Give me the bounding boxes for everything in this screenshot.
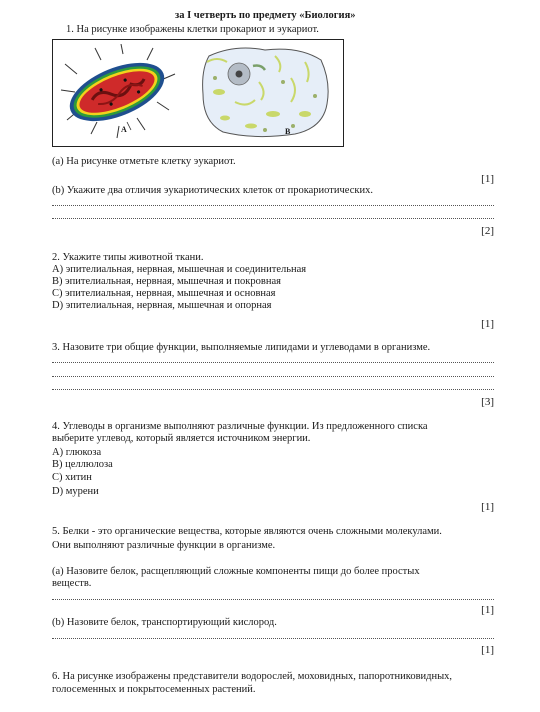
- q5-a-score: [1]: [481, 604, 494, 616]
- q1-title: 1. На рисунке изображены клетки прокариот и эукариот.: [66, 24, 319, 35]
- q3-score: [3]: [481, 396, 494, 408]
- answer-line[interactable]: [52, 205, 494, 206]
- answer-line[interactable]: [52, 218, 494, 219]
- answer-line[interactable]: [52, 638, 494, 639]
- q4-score: [1]: [481, 501, 494, 513]
- q4-line-2: выберите углевод, который является источником энергии.: [52, 433, 311, 444]
- q4-line-1: 4. Углеводы в организме выполняют различные функции. Из предложенного списка: [52, 421, 428, 432]
- q4-option: D) мурени: [52, 486, 99, 497]
- eukaryote-cell-illustration: [195, 42, 337, 142]
- q2-score: [1]: [481, 318, 494, 330]
- q6-line-1: 6. На рисунке изображены представители водорослей, моховидных, папоротниковидных,: [52, 671, 453, 682]
- q2-option: D) эпителиальная, нервная, мышечная и опорная: [52, 300, 272, 311]
- label-b: B: [285, 127, 291, 136]
- answer-line[interactable]: [52, 376, 494, 377]
- q1-b-text: (b) Укажите два отличия эукариотических клеток от прокариотических.: [52, 185, 373, 196]
- q2-title: 2. Укажите типы животной ткани.: [52, 252, 204, 263]
- label-a: A: [121, 125, 127, 134]
- q5-line-2: Они выполняют различные функции в организме.: [52, 540, 276, 551]
- q2-option: B) эпителиальная, нервная, мышечная и покровная: [52, 276, 281, 287]
- q4-option: A) глюкоза: [52, 447, 102, 458]
- q1-b-score: [2]: [481, 225, 494, 237]
- q4-option: C) хитин: [52, 472, 92, 483]
- q6-line-2: голосеменных и покрытосеменных растений.: [52, 684, 256, 695]
- q5-a-text: (a) Назовите белок, расщепляющий сложные компоненты пищи до более простых: [52, 566, 420, 577]
- worksheet-header: за I четверть по предмету «Биология»: [175, 10, 356, 21]
- q5-a-text-cont: веществ.: [52, 578, 92, 589]
- q1-a-text: (a) На рисунке отметьте клетку эукариот.: [52, 156, 236, 167]
- q5-b-text: (b) Назовите белок, транспортирующий кислород.: [52, 617, 277, 628]
- q5-line-1: 5. Белки - это органические вещества, которые являются очень сложными молекулами.: [52, 526, 442, 537]
- q2-option: A) эпителиальная, нервная, мышечная и соединительная: [52, 264, 307, 275]
- q1-a-score: [1]: [481, 173, 494, 185]
- answer-line[interactable]: [52, 362, 494, 363]
- cells-figure: [52, 39, 344, 147]
- answer-line[interactable]: [52, 389, 494, 390]
- answer-line[interactable]: [52, 599, 494, 600]
- q4-option: B) целлюлоза: [52, 459, 113, 470]
- q2-option: C) эпителиальная, нервная, мышечная и основная: [52, 288, 276, 299]
- q5-b-score: [1]: [481, 644, 494, 656]
- q3-title: 3. Назовите три общие функции, выполняемые липидами и углеводами в организме.: [52, 342, 431, 353]
